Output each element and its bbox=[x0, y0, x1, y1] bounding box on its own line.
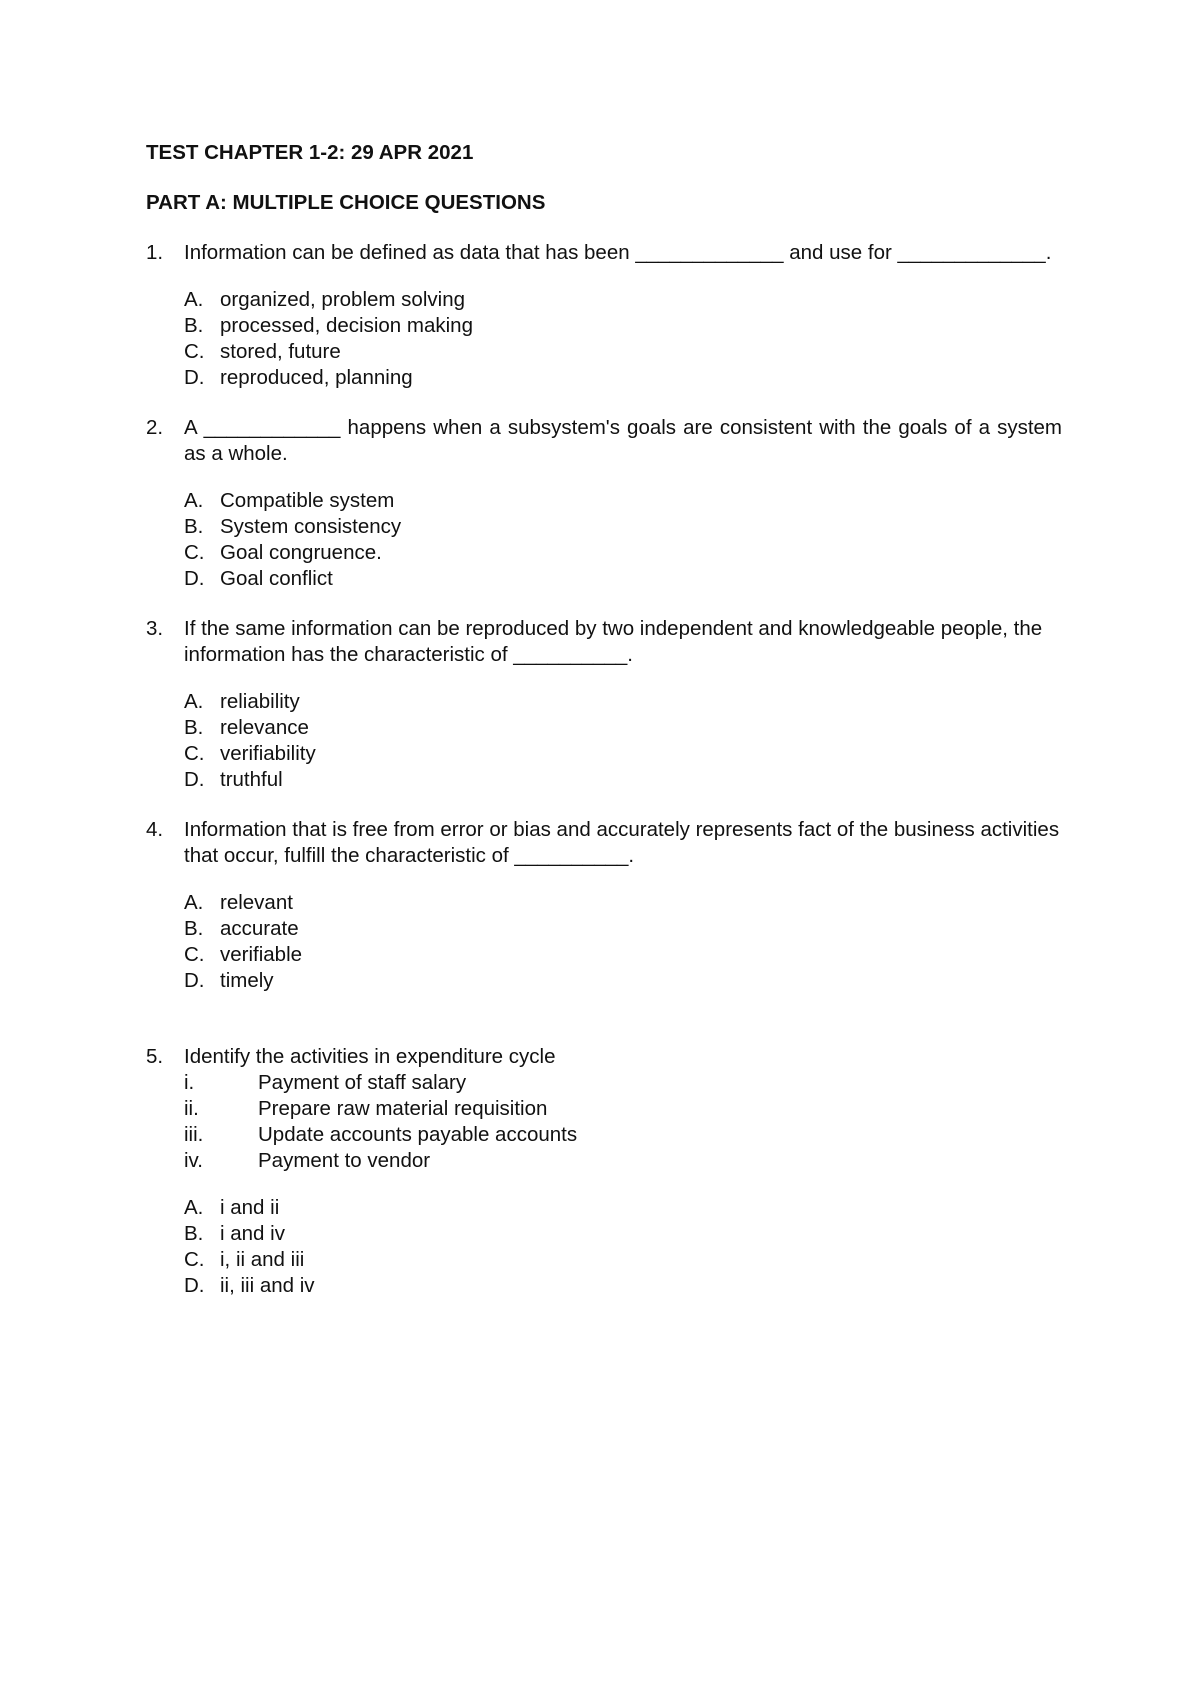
option-b bbox=[184, 313, 1062, 339]
option-text: processed, decision making bbox=[220, 314, 473, 337]
option-a bbox=[184, 1195, 1062, 1221]
activity-text: Payment of staff salary bbox=[258, 1071, 467, 1094]
option-letter: A. bbox=[184, 690, 204, 713]
option-text: Goal congruence. bbox=[220, 541, 382, 564]
question-3 bbox=[146, 616, 1062, 793]
question-1 bbox=[146, 240, 1062, 391]
activity-text: Payment to vendor bbox=[258, 1149, 431, 1172]
option-a bbox=[184, 488, 1062, 514]
option-text: verifiability bbox=[220, 742, 316, 765]
option-letter: B. bbox=[184, 917, 204, 940]
question-number: 5. bbox=[146, 1045, 164, 1068]
option-b bbox=[184, 1221, 1062, 1247]
activity-item-i bbox=[184, 1070, 1062, 1096]
activity-item-ii bbox=[184, 1096, 1062, 1122]
question-text: A ____________ happens when a subsystem's goals are consistent with the goals of a system as a whole. bbox=[184, 416, 1062, 465]
option-letter: A. bbox=[184, 288, 204, 311]
option-text: reproduced, planning bbox=[220, 366, 413, 389]
option-b bbox=[184, 514, 1062, 540]
option-text: stored, future bbox=[220, 340, 341, 363]
options-list bbox=[184, 488, 1062, 592]
option-a bbox=[184, 890, 1062, 916]
option-text: accurate bbox=[220, 917, 299, 940]
question-text: Identify the activities in expenditure cycle bbox=[184, 1045, 556, 1068]
option-letter: C. bbox=[184, 541, 205, 564]
option-text: timely bbox=[220, 969, 274, 992]
question-text: Information can be defined as data that has been _____________ and use for _____________. bbox=[184, 241, 1052, 264]
options-list bbox=[184, 1195, 1062, 1299]
activity-number: i. bbox=[184, 1071, 195, 1094]
question-5 bbox=[146, 1044, 1062, 1299]
question-number: 1. bbox=[146, 241, 164, 264]
option-letter: C. bbox=[184, 943, 205, 966]
option-letter: D. bbox=[184, 567, 205, 590]
option-letter: B. bbox=[184, 1222, 204, 1245]
option-a bbox=[184, 689, 1062, 715]
activity-text: Prepare raw material requisition bbox=[258, 1097, 548, 1120]
option-letter: D. bbox=[184, 1274, 205, 1297]
question-number: 4. bbox=[146, 818, 164, 841]
option-text: Compatible system bbox=[220, 489, 395, 512]
option-c bbox=[184, 741, 1062, 767]
option-text: Goal conflict bbox=[220, 567, 333, 590]
option-text: organized, problem solving bbox=[220, 288, 465, 311]
option-b bbox=[184, 715, 1062, 741]
option-d bbox=[184, 365, 1062, 391]
question-number: 3. bbox=[146, 617, 164, 640]
activity-list bbox=[184, 1070, 1062, 1174]
options-list bbox=[184, 287, 1062, 391]
option-letter: D. bbox=[184, 768, 205, 791]
option-letter: D. bbox=[184, 969, 205, 992]
activity-number: iii. bbox=[184, 1123, 204, 1146]
option-d bbox=[184, 566, 1062, 592]
option-text: relevant bbox=[220, 891, 293, 914]
option-letter: C. bbox=[184, 340, 205, 363]
option-text: reliability bbox=[220, 690, 300, 713]
option-letter: B. bbox=[184, 716, 204, 739]
option-d bbox=[184, 767, 1062, 793]
option-c bbox=[184, 1247, 1062, 1273]
options-list bbox=[184, 890, 1062, 994]
option-d bbox=[184, 968, 1062, 994]
option-letter: C. bbox=[184, 742, 205, 765]
document-content bbox=[146, 140, 1062, 1299]
option-letter: C. bbox=[184, 1248, 205, 1271]
option-text: truthful bbox=[220, 768, 283, 791]
option-text: i and ii bbox=[220, 1196, 280, 1219]
question-number: 2. bbox=[146, 416, 164, 439]
option-d bbox=[184, 1273, 1062, 1299]
options-list bbox=[184, 689, 1062, 793]
activity-item-iv bbox=[184, 1148, 1062, 1174]
activity-text: Update accounts payable accounts bbox=[258, 1123, 578, 1146]
option-text: i and iv bbox=[220, 1222, 285, 1245]
option-letter: A. bbox=[184, 1196, 204, 1219]
option-letter: A. bbox=[184, 891, 204, 914]
option-c bbox=[184, 540, 1062, 566]
option-b bbox=[184, 916, 1062, 942]
option-text: verifiable bbox=[220, 943, 303, 966]
option-letter: A. bbox=[184, 489, 204, 512]
option-c bbox=[184, 339, 1062, 365]
option-letter: B. bbox=[184, 515, 204, 538]
activity-item-iii bbox=[184, 1122, 1062, 1148]
option-text: relevance bbox=[220, 716, 309, 739]
question-text: If the same information can be reproduced by two independent and knowledgeable people, the information has the characteristic of __________. bbox=[184, 617, 1043, 666]
option-a bbox=[184, 287, 1062, 313]
part-title: PART A: MULTIPLE CHOICE QUESTIONS bbox=[146, 191, 546, 214]
activity-number: ii. bbox=[184, 1097, 199, 1120]
option-text: i, ii and iii bbox=[220, 1248, 305, 1271]
option-text: ii, iii and iv bbox=[220, 1274, 315, 1297]
question-text: Information that is free from error or bias and accurately represents fact of the business activities that occur, fulfill the characteristic of __________. bbox=[184, 818, 1060, 867]
question-4 bbox=[146, 817, 1062, 994]
option-text: System consistency bbox=[220, 515, 402, 538]
option-c bbox=[184, 942, 1062, 968]
activity-number: iv. bbox=[184, 1149, 203, 1172]
question-2 bbox=[146, 415, 1062, 592]
option-letter: B. bbox=[184, 314, 204, 337]
option-letter: D. bbox=[184, 366, 205, 389]
test-title: TEST CHAPTER 1-2: 29 APR 2021 bbox=[146, 141, 474, 164]
